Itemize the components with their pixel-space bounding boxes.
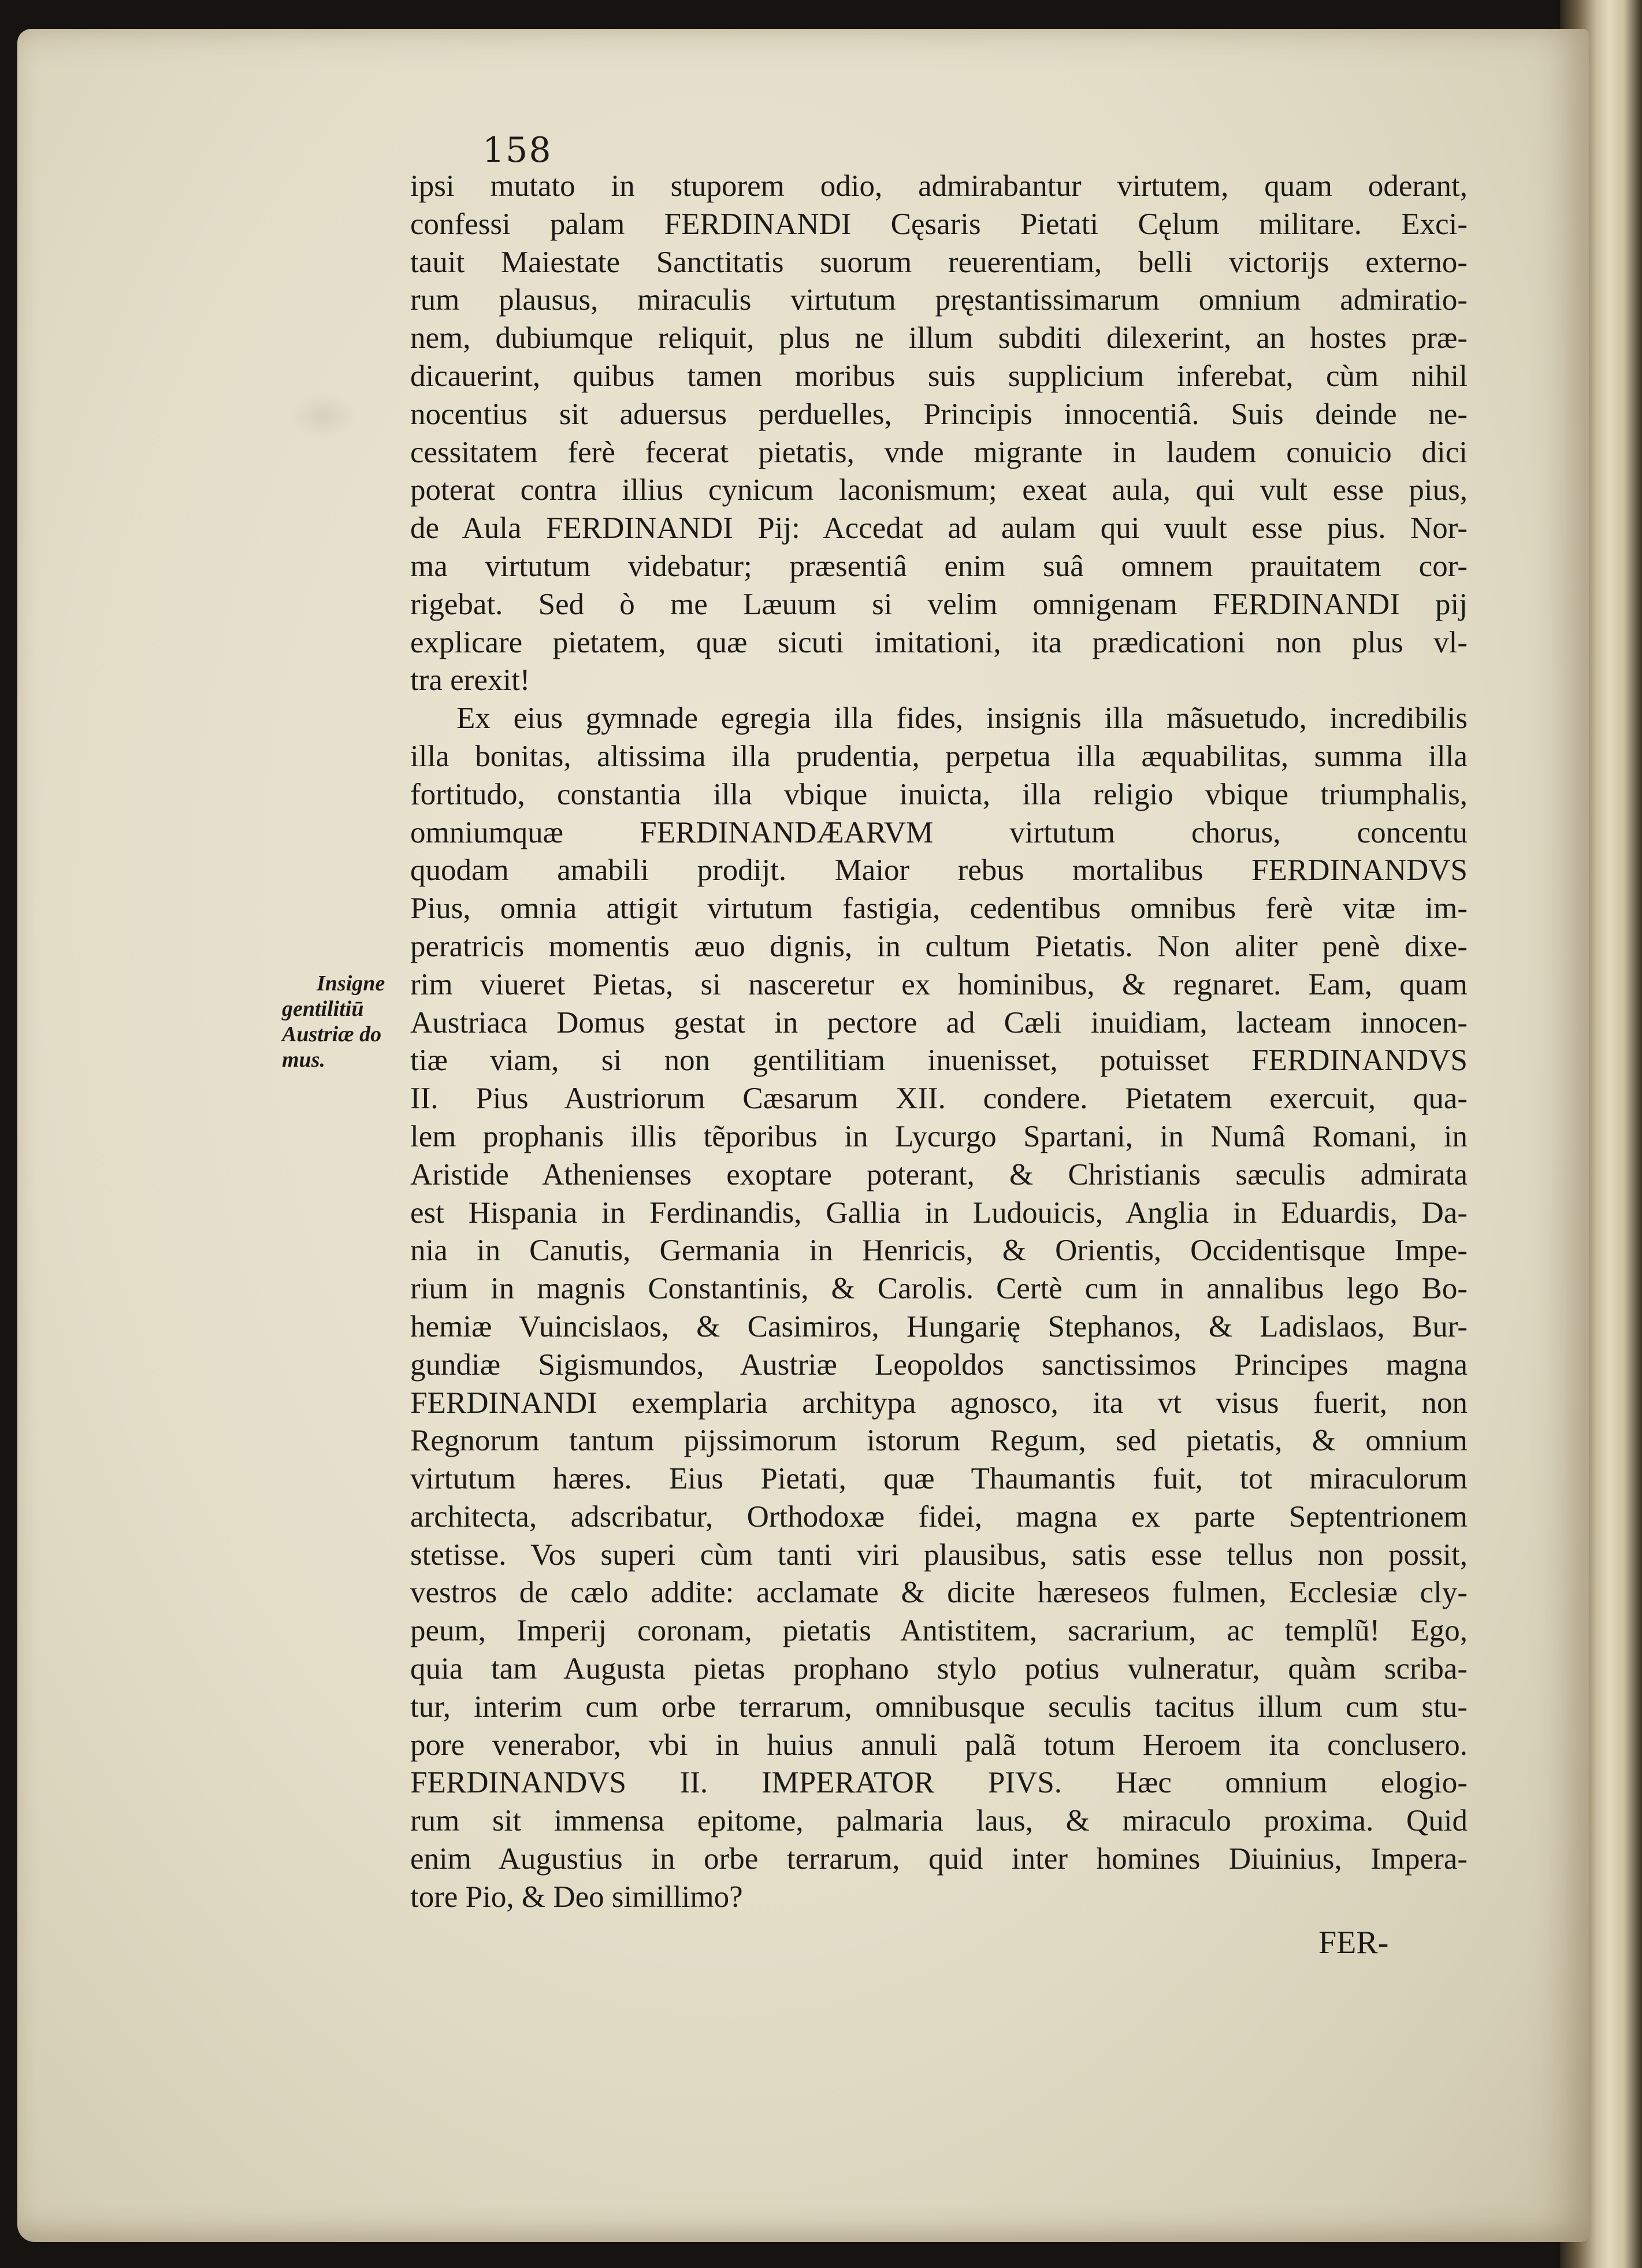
text-line: nia in Canutis, Germania in Henricis, & Orientis, Occidentisque Impe- xyxy=(410,1234,1468,1268)
marginal-note-line: Austriæ do xyxy=(282,1022,382,1046)
text-line: FERDINANDVS II. IMPERATOR PIVS. Hæc omnium elogio- xyxy=(410,1766,1468,1800)
text-line: Ex eius gymnade egregia illa fides, insignis illa mãsuetudo, incredibilis xyxy=(456,701,1468,736)
text-line: enim Augustius in orbe terrarum, quid inter homines Diuinius, Impera- xyxy=(410,1842,1468,1876)
text-line: confessi palam FERDINANDI Cęsaris Pietati Cęlum militare. Exci- xyxy=(410,207,1468,241)
text-line: gundiæ Sigismundos, Austriæ Leopoldos sanctissimos Principes magna xyxy=(410,1348,1468,1382)
text-line: de Aula FERDINANDI Pij: Accedat ad aulam qui vuult esse pius. Nor- xyxy=(410,511,1468,545)
text-line: nocentius sit aduersus perduelles, Principis innocentiâ. Suis deinde ne- xyxy=(410,397,1468,431)
text-line: pore venerabor, vbi in huius annuli palã totum Heroem ita conclusero. xyxy=(410,1728,1468,1762)
text-line: omniumquæ FERDINANDÆARVM virtutum chorus, concentu xyxy=(410,815,1468,849)
text-line: explicare pietatem, quæ sicuti imitationi, ita prædicationi non plus vl- xyxy=(410,625,1468,659)
marginal-note xyxy=(282,971,403,1072)
text-line: vestros de cælo addite: acclamate & dicite hæreseos fulmen, Ecclesiæ cly- xyxy=(410,1576,1468,1610)
text-line: fortitudo, constantia illa vbique inuicta, illa religio vbique triumphalis, xyxy=(410,777,1468,811)
text-line: II. Pius Austriorum Cæsarum XII. condere. Pietatem exercuit, qua- xyxy=(410,1082,1468,1116)
text-line: rim viueret Pietas, si nasceretur ex hominibus, & regnaret. Eam, quam xyxy=(410,967,1468,1001)
text-line: ma virtutum videbatur; præsentiâ enim suâ omnem prauitatem cor- xyxy=(410,549,1468,583)
text-line: lem prophanis illis tẽporibus in Lycurgo Spartani, in Numâ Romani, in xyxy=(410,1119,1468,1153)
text-line: ipsi mutato in stuporem odio, admirabantur virtutem, quam oderant, xyxy=(410,169,1468,203)
text-line: stetisse. Vos superi cùm tanti viri plausibus, satis esse tellus non possit, xyxy=(410,1538,1468,1572)
text-line: quia tam Augusta pietas prophano stylo potius vulneratur, quàm scriba- xyxy=(410,1652,1468,1686)
text-line: tauit Maiestate Sanctitatis suorum reuerentiam, belli victorijs externo- xyxy=(410,245,1468,279)
text-line: dicauerint, quibus tamen moribus suis supplicium inferebat, cùm nihil xyxy=(410,359,1468,393)
catchword: FER- xyxy=(1318,1925,1389,1961)
text-line: rium in magnis Constantinis, & Carolis. Certè cum in annalibus lego Bo- xyxy=(410,1272,1468,1306)
text-line: nem, dubiumque reliquit, plus ne illum subditi dilexerint, an hostes præ- xyxy=(410,321,1468,355)
text-line: illa bonitas, altissima illa prudentia, perpetua illa æquabilitas, summa illa xyxy=(410,739,1468,773)
text-line: cessitatem ferè fecerat pietatis, vnde migrante in laudem conuicio dici xyxy=(410,435,1468,469)
text-line: rigebat. Sed ò me Læuum si velim omnigenam FERDINANDI pij xyxy=(410,587,1468,621)
text-line: architecta, adscribatur, Orthodoxæ fidei, magna ex parte Septentrionem xyxy=(410,1499,1468,1534)
text-line: peratricis momentis æuo dignis, in cultum Pietatis. Non aliter penè dixe- xyxy=(410,929,1468,963)
main-text xyxy=(410,168,1468,1917)
marginal-note-line: mus. xyxy=(282,1048,325,1072)
text-line: est Hispania in Ferdinandis, Gallia in Ludouicis, Anglia in Eduardis, Da- xyxy=(410,1196,1468,1230)
text-line: Regnorum tantum pijssimorum istorum Regum, sed pietatis, & omnium xyxy=(410,1424,1468,1458)
text-line: Austriaca Domus gestat in pectore ad Cæli inuidiam, lacteam innocen- xyxy=(410,1005,1468,1040)
bleed-through-stain xyxy=(289,393,358,439)
text-line: Aristide Athenienses exoptare poterant, & Christianis sæculis admirata xyxy=(410,1157,1468,1191)
text-line: poterat contra illius cynicum laconismum; exeat aula, qui vult esse pius, xyxy=(410,473,1468,507)
text-line: rum sit immensa epitome, palmaria laus, & miraculo proxima. Quid xyxy=(410,1804,1468,1838)
page-number: 158 xyxy=(482,130,552,170)
text-line: Pius, omnia attigit virtutum fastigia, cedentibus omnibus ferè vitæ im- xyxy=(410,892,1468,926)
text-line: tore Pio, & Deo simillimo? xyxy=(410,1880,743,1914)
text-line: peum, Imperij coronam, pietatis Antistitem, sacrarium, ac templũ! Ego, xyxy=(410,1614,1468,1648)
marginal-note-line: Insigne xyxy=(317,971,385,996)
text-line: hemiæ Vuincislaos, & Casimiros, Hungarię Stephanos, & Ladislaos, Bur- xyxy=(410,1309,1468,1343)
text-line: FERDINANDI exemplaria architypa agnosco, ita vt visus fuerit, non xyxy=(410,1386,1468,1420)
text-line: rum plausus, miraculis virtutum pręstantissimarum omnium admiratio- xyxy=(410,283,1468,317)
text-line: virtutum hæres. Eius Pietati, quæ Thaumantis fuit, tot miraculorum xyxy=(410,1462,1468,1496)
text-line: tiæ viam, si non gentilitiam inuenisset, potuisset FERDINANDVS xyxy=(410,1044,1468,1078)
text-line: quodam amabili prodijt. Maior rebus mortalibus FERDINANDVS xyxy=(410,853,1468,888)
marginal-note-line: gentilitiū xyxy=(282,997,364,1021)
text-line: tur, interim cum orbe terrarum, omnibusque seculis tacitus illum cum stu- xyxy=(410,1690,1468,1724)
text-line: tra erexit! xyxy=(410,663,530,697)
